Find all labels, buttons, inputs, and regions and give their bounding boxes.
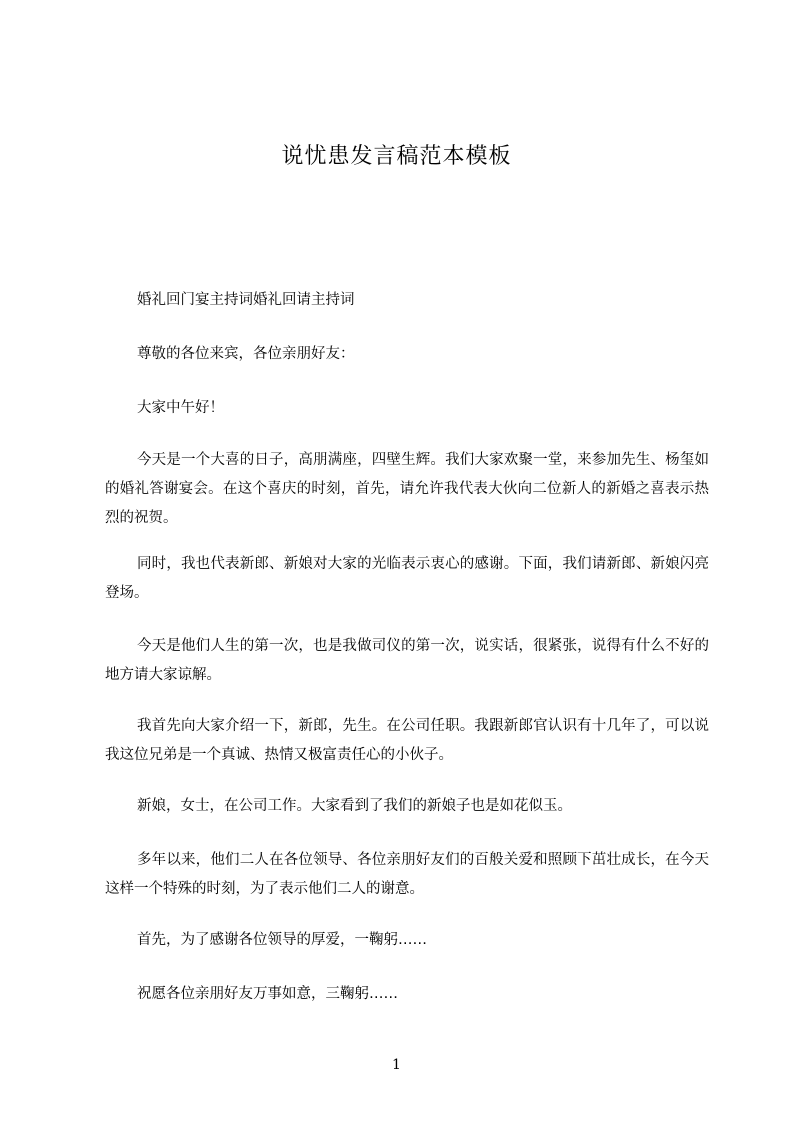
document-title: 说忧患发言稿范本模板 bbox=[281, 144, 512, 169]
paragraph-11: 祝愿各位亲朋好友万事如意，三鞠躬…… bbox=[137, 986, 398, 1002]
paragraph-2: 尊敬的各位来宾，各位亲朋好友： bbox=[137, 346, 355, 362]
paragraph-5: 同时，我也代表新郎、新娘对大家的光临表示衷心的感谢。下面，我们请新郎、新娘闪亮登场。 bbox=[105, 556, 709, 601]
paragraph-1: 婚礼回门宴主持词婚礼回请主持词 bbox=[137, 292, 355, 308]
paragraph-8: 新娘，女士，在公司工作。大家看到了我们的新娘子也是如花似玉。 bbox=[137, 798, 572, 814]
paragraph-6: 今天是他们人生的第一次，也是我做司仪的第一次，说实话，很紧张，说得有什么不好的地方请大家谅解。 bbox=[105, 638, 709, 683]
paragraph-7: 我首先向大家介绍一下，新郎，先生。在公司任职。我跟新郎官认识有十几年了，可以说我这位兄弟是一个真诚、热情又极富责任心的小伙子。 bbox=[105, 718, 709, 763]
paragraph-3: 大家中午好！ bbox=[137, 400, 224, 416]
paragraph-10: 首先，为了感谢各位领导的厚爱，一鞠躬…… bbox=[137, 932, 427, 948]
paragraph-4: 今天是一个大喜的日子，高朋满座，四壁生辉。我们大家欢聚一堂，来参加先生、杨玺如的婚礼答谢宴会。在这个喜庆的时刻，首先，请允许我代表大伙向二位新人的新婚之喜表示热烈的祝贺。 bbox=[105, 452, 709, 526]
page-number: 1 bbox=[392, 1057, 401, 1073]
paragraph-9: 多年以来，他们二人在各位领导、各位亲朋好友们的百般关爱和照顾下茁壮成长，在今天这样一个特殊的时刻，为了表示他们二人的谢意。 bbox=[105, 852, 709, 897]
